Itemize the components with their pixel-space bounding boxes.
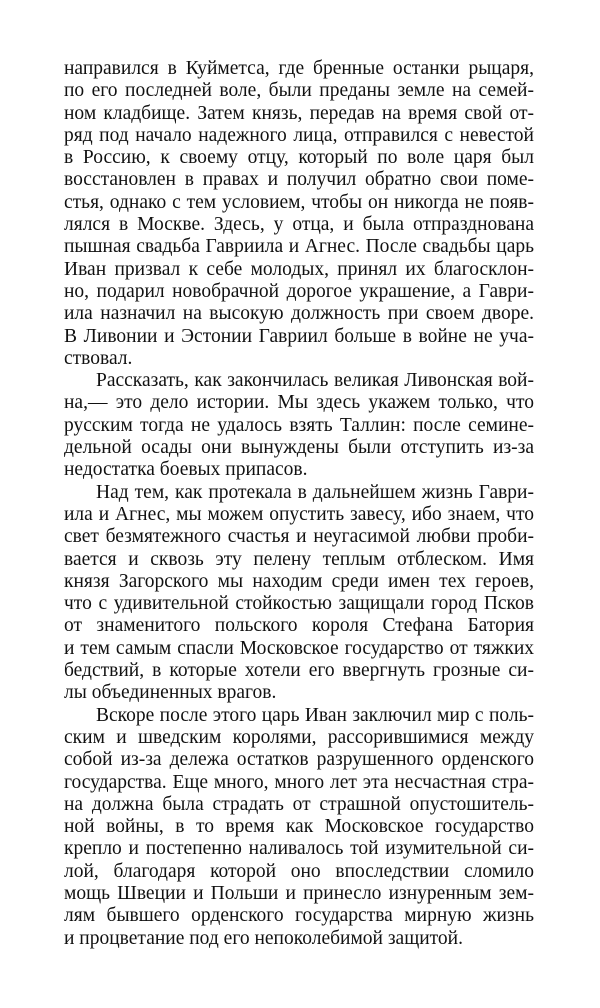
paragraph-1 bbox=[64, 58, 534, 370]
text-line: бедствий, в которые хотели его ввергнуть грозные си- bbox=[64, 660, 534, 682]
text-line: ила и Агнес, мы можем опустить завесу, ибо знаем, что bbox=[64, 503, 534, 525]
text-line: ном кладбище. Затем князь, передав на время свой от- bbox=[64, 102, 534, 124]
paragraph-2 bbox=[64, 370, 534, 481]
text-line: что с удивительной стойкостью защищали город Псков bbox=[64, 593, 534, 615]
text-line: на должна была страдать от страшной опустошитель- bbox=[64, 793, 534, 815]
text-line: Рассказать, как закончилась великая Ливонская вой- bbox=[96, 370, 534, 392]
text-line: собой из-за дележа остатков разрушенного орденского bbox=[64, 749, 534, 771]
text-line: ряд под начало надежного лица, отправился с невестой bbox=[64, 124, 534, 146]
text-line: недостатка боевых припасов. bbox=[64, 459, 308, 481]
book-page-text bbox=[64, 58, 534, 950]
text-line: Иван призвал к себе молодых, принял их благосклон- bbox=[64, 258, 534, 280]
text-line: лой, благодаря которой оно впоследствии сломило bbox=[64, 860, 534, 882]
text-line: лы объединенных врагов. bbox=[64, 682, 277, 704]
text-line: и процветание под его непоколебимой защитой. bbox=[64, 927, 463, 949]
text-line: князя Загорского мы находим среди имен тех героев, bbox=[64, 570, 534, 592]
text-line: свет безмятежного счастья и неугасимой любви проби- bbox=[64, 526, 534, 548]
paragraph-3 bbox=[64, 482, 534, 705]
text-line: ила назначил на высокую должность при своем дворе. bbox=[64, 303, 534, 325]
paragraph-4 bbox=[64, 705, 534, 950]
text-line: лям бывшего орденского государства мирную жизнь bbox=[64, 905, 534, 927]
text-line: пышная свадьба Гавриила и Агнес. После свадьбы царь bbox=[64, 236, 534, 258]
text-line: В Ливонии и Эстонии Гавриил больше в войне не уча- bbox=[64, 325, 534, 347]
text-line: и тем самым спасли Московское государство от тяжких bbox=[64, 637, 534, 659]
text-line: дельной осады они вынуждены были отступить из-за bbox=[64, 437, 534, 459]
text-line: ским и шведским королями, рассорившимися между bbox=[64, 726, 534, 748]
text-line: Вскоре после этого царь Иван заключил мир с поль- bbox=[96, 704, 534, 726]
text-line: лялся в Москве. Здесь, у отца, и была отпразднована bbox=[64, 214, 534, 236]
text-line: от знаменитого польского короля Стефана Батория bbox=[64, 615, 534, 637]
text-line: по его последней воле, были преданы земле на семей- bbox=[64, 80, 534, 102]
text-line: направился в Куйметса, где бренные останки рыцаря, bbox=[64, 58, 534, 79]
text-line: государства. Еще много, много лет эта несчастная стра- bbox=[64, 771, 534, 793]
text-line: крепло и постепенно наливалось той изумительной си- bbox=[64, 838, 534, 860]
text-line: Над тем, как протекала в дальнейшем жизнь Гаври- bbox=[96, 481, 534, 503]
text-line: восстановлен в правах и получил обратно свои поме- bbox=[64, 169, 534, 191]
text-line: мощь Швеции и Польши и принесло изнуренным зем- bbox=[64, 882, 534, 904]
text-line: но, подарил новобрачной дорогое украшение, а Гаври- bbox=[64, 280, 534, 302]
text-line: на,— это дело истории. Мы здесь укажем только, что bbox=[64, 392, 534, 414]
text-line: ной войны, в то время как Московское государство bbox=[64, 816, 534, 838]
text-line: русским тогда не удалось взять Таллин: после семине- bbox=[64, 414, 534, 436]
text-line: ствовал. bbox=[64, 347, 133, 369]
text-line: вается и сквозь эту пелену теплым отблеском. Имя bbox=[64, 548, 534, 570]
text-line: в Россию, к своему отцу, который по воле царя был bbox=[64, 147, 534, 169]
text-line: стья, однако с тем условием, чтобы он никогда не появ- bbox=[64, 191, 534, 213]
